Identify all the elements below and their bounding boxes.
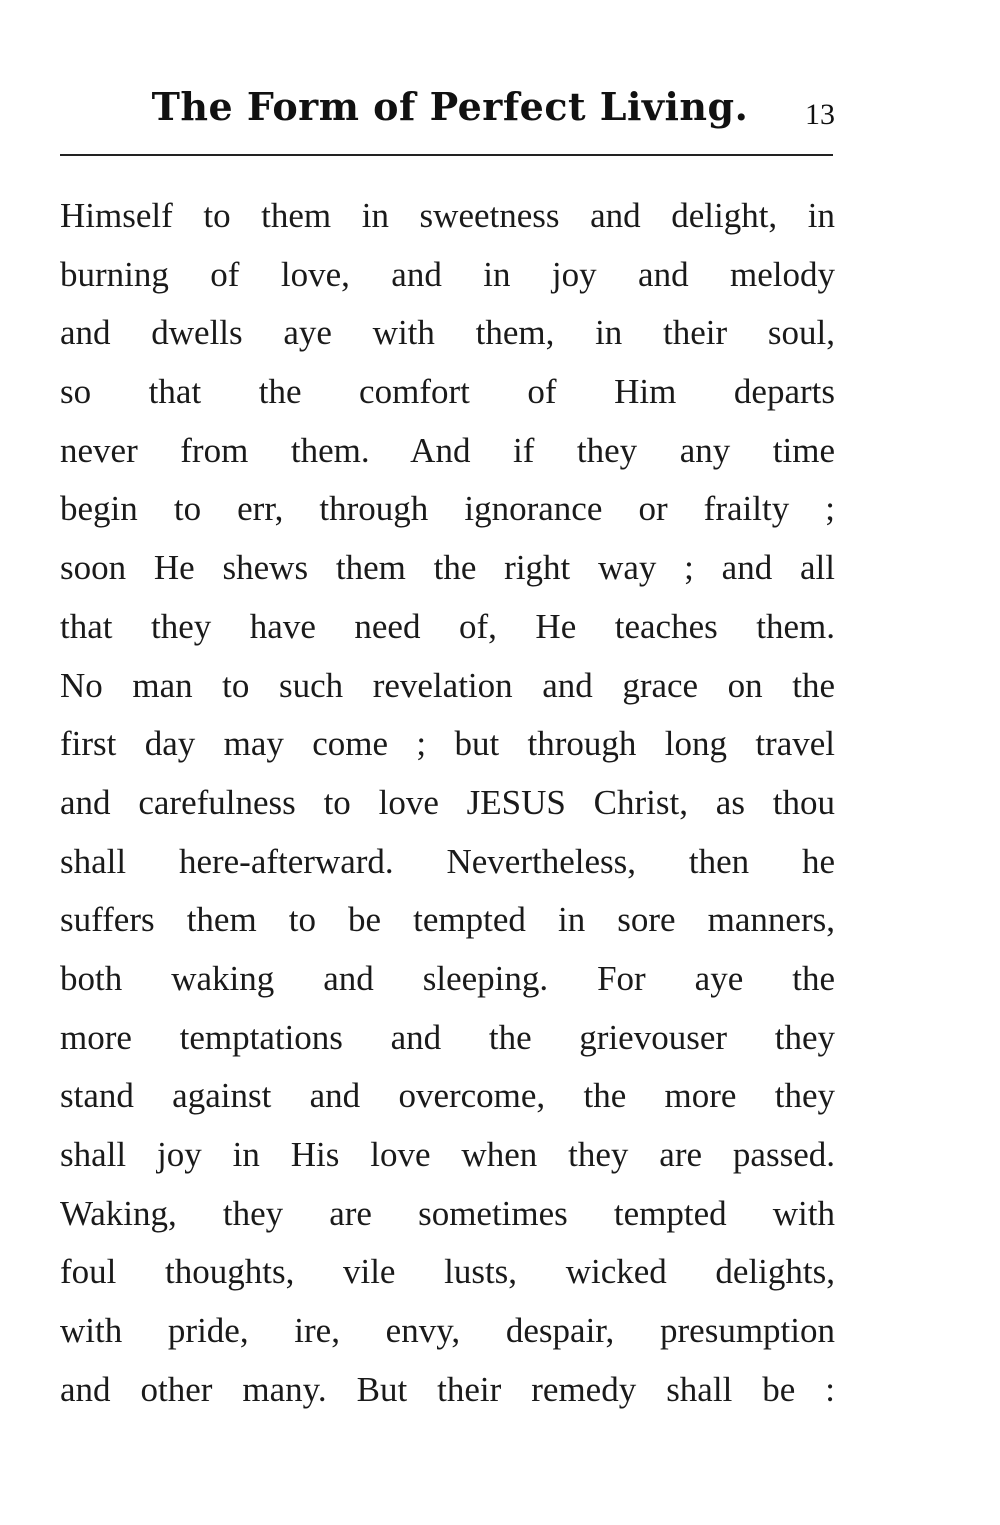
text-line: never from them. And if they any time <box>60 430 835 470</box>
text-line: stand against and overcome, the more they <box>60 1076 835 1116</box>
page-number: 13 <box>805 98 835 131</box>
text-line: with pride, ire, envy, despair, presumption <box>60 1311 835 1351</box>
running-title: The Form of Perfect Living. <box>151 84 749 129</box>
body-text <box>60 187 835 1419</box>
text-line: burning of love, and in joy and melody <box>60 254 835 294</box>
running-head <box>60 80 835 140</box>
text-line: and carefulness to love JESUS Christ, as thou <box>60 782 835 822</box>
text-line: that they have need of, He teaches them. <box>60 606 835 646</box>
text-line: No man to such revelation and grace on the <box>60 665 835 705</box>
header-rule <box>60 154 833 156</box>
text-line: Waking, they are sometimes tempted with <box>60 1193 835 1233</box>
text-line: first day may come ; but through long travel <box>60 724 835 764</box>
text-line: and dwells aye with them, in their soul, <box>60 313 835 353</box>
text-line: foul thoughts, vile lusts, wicked delights, <box>60 1252 835 1292</box>
text-line: both waking and sleeping. For aye the <box>60 958 835 998</box>
text-line: Himself to them in sweetness and delight, in <box>60 196 835 235</box>
text-line: shall joy in His love when they are passed. <box>60 1135 835 1174</box>
text-line: so that the comfort of Him departs <box>60 372 835 412</box>
text-line: shall here-afterward. Nevertheless, then he <box>60 841 835 881</box>
text-line: suffers them to be tempted in sore manners, <box>60 900 835 940</box>
text-line: begin to err, through ignorance or frailty ; <box>60 489 835 529</box>
text-line: soon He shews them the right way ; and all <box>60 548 835 588</box>
text-line: and other many. But their remedy shall be : <box>60 1369 835 1409</box>
text-line: more temptations and the grievouser they <box>60 1017 835 1057</box>
